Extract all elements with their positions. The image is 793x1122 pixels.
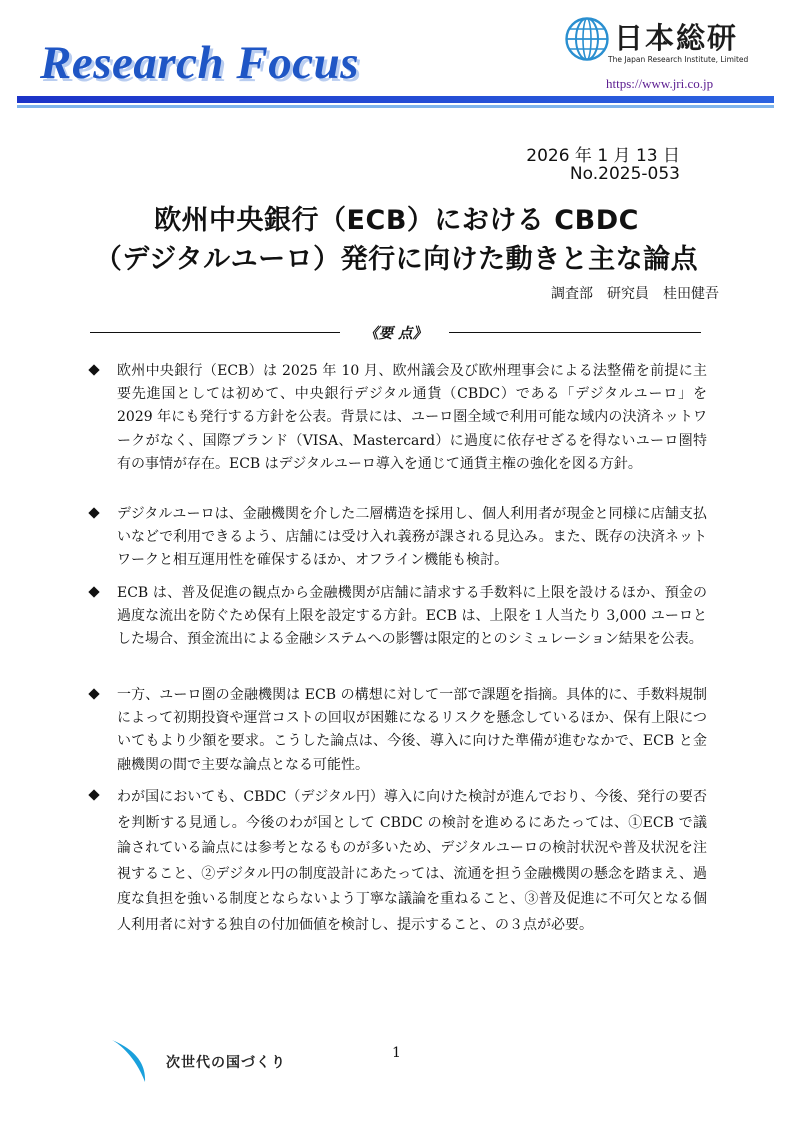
org-url-link[interactable]: https://www.jri.co.jp xyxy=(606,76,714,91)
org-name-english: The Japan Research Institute, Limited xyxy=(608,55,749,64)
report-title-line-1: 欧州中央銀行（ECB）における CBDC xyxy=(154,205,639,236)
summary-bullet-text: デジタルユーロは、金融機関を介した二層構造を採用し、個人利用者が現金と同様に店舗支払いなどで利用できるよう、店舗には受け入れ義務が課される見込み。また、既存の決済ネットワークと相互運用性を確保するほか、オフライン機能も検討。 xyxy=(117,506,707,569)
nation-building-logo-icon xyxy=(112,1040,158,1082)
summary-heading: 《要 点》 xyxy=(363,326,428,342)
diamond-bullet-icon xyxy=(88,688,99,699)
diamond-bullet-icon xyxy=(88,586,99,597)
summary-heading-row xyxy=(90,322,701,342)
jri-logo-icon xyxy=(565,17,609,61)
page-number: 1 xyxy=(392,1045,401,1061)
summary-bullet-text: ECB は、普及促進の観点から金融機関が店舗に請求する手数料に上限を設けるほか、預金の過度な流出を防ぐため保有上限を設定する方針。ECB は、上限を１人当たり 3,000 ユーロとした場合、預金流出による金融システムへの影響は限定的とのシミュレーション結果を公表。 xyxy=(117,585,707,648)
heading-rule-right xyxy=(449,332,701,333)
publication-date: 2026 年 1 月 13 日 xyxy=(526,146,680,166)
diamond-bullet-icon xyxy=(88,507,99,518)
summary-bullet-text: 欧州中央銀行（ECB）は 2025 年 10 月、欧州議会及び欧州理事会による法整備を前提に主要先進国としては初めて、中央銀行デジタル通貨（CBDC）である「デジタルユーロ」を 2029 年にも発行する方針を公表。背景には、ユーロ圏全域で利用可能な域内の決済ネットワークがなく、国際ブランド（VISA、Mastercard）に過度に依存せざるを得ないユーロ圏特有の事情が存在。ECB はデジタルユーロ導入を通じて通貨主権の強化を図る方針。 xyxy=(117,363,707,472)
diamond-bullet-icon xyxy=(88,364,99,375)
author-byline: 調査部 研究員 桂田健吾 xyxy=(551,286,719,302)
org-name-logo: 日本総研 xyxy=(614,21,739,55)
report-title-line-2: （デジタルユーロ）発行に向けた動きと主な論点 xyxy=(94,244,699,275)
report-series-title: Research Focus xyxy=(40,37,360,89)
footer-slogan: 次世代の国づくり xyxy=(166,1055,286,1071)
summary-bullet-text: 一方、ユーロ圏の金融機関は ECB の構想に対して一部で課題を指摘。具体的に、手数料規制によって初期投資や運営コストの回収が困難になるリスクを懸念しているほか、保有上限についてもより少額を要求。こうした論点は、今後、導入に向けた準備が進むなかで、ECB と金融機関の間で主要な論点となる可能性。 xyxy=(117,687,707,773)
document-number: No.2025-053 xyxy=(569,164,680,184)
summary-bullet-text: わが国においても、CBDC（デジタル円）導入に向けた検討が進んでおり、今後、発行の要否を判断する見通し。今後のわが国として CBDC の検討を進めるにあたっては、①ECB で議論されている論点には参考となるものが多いため、デジタルユーロの検討状況や普及状況を注視すること、②デジタル円の制度設計にあたっては、流通を担う金融機関の懸念を踏まえ、過度な負担を強いる制度とならないよう丁寧な議論を重ねること、③普及促進に不可欠となる個人利用者に対する独自の付加価値を検討し、提示すること、の３点が必要。 xyxy=(117,789,707,933)
diamond-bullet-icon xyxy=(88,789,99,800)
header-band xyxy=(17,96,774,110)
